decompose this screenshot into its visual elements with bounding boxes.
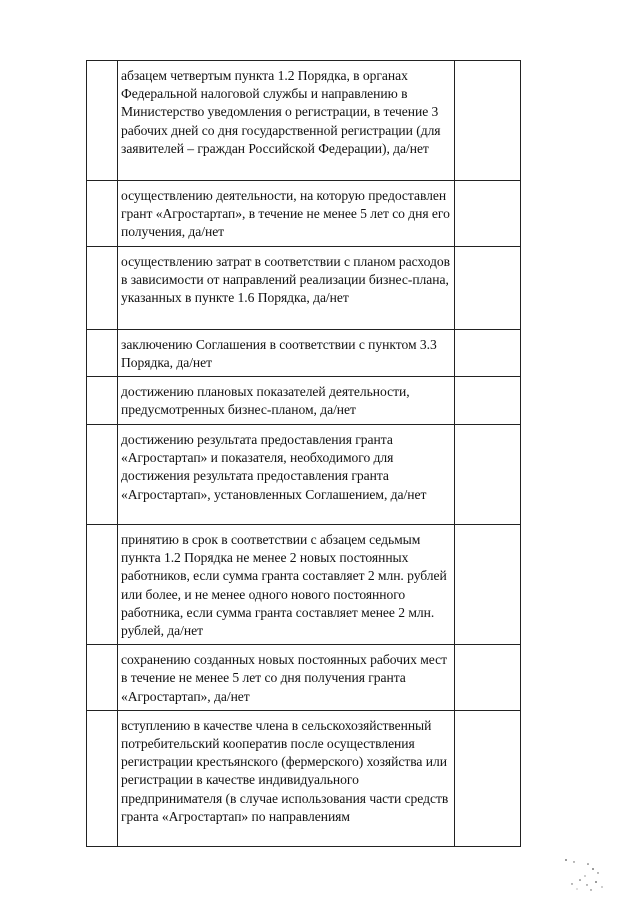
requirement-text-cell [118,246,455,329]
row-number-cell [87,377,118,425]
table-row [87,645,521,711]
answer-cell [455,181,521,247]
requirement-text-cell [118,425,455,525]
requirement-text: сохранению созданных новых постоянных рабочих мест в течение не менее 5 лет со дня получения гранта «Агростартап», да/нет [121,652,447,704]
requirement-text: вступлению в качестве члена в сельскохозяйственный потребительский кооператив после осуществления регистрации крестьянского (фермерского) хозяйства или регистрации в качестве индивидуального предпринимателя (в случае использования части средств гранта «Агростартап» по направлениям [121,717,449,824]
answer-cell [455,377,521,425]
answer-cell [455,645,521,711]
answer-cell [455,425,521,525]
row-number-cell [87,329,118,376]
row-number-cell [87,61,118,181]
row-number-cell [87,525,118,645]
row-number-cell [87,246,118,329]
requirement-text: принятию в срок в соответствии с абзацем седьмым пункта 1.2 Порядка не менее 2 новых постоянных работников, если сумма гранта составляет 2 млн. рублей или более, и не менее одного нового постоянного работника, если сумма гранта составляет менее 2 млн. рублей, да/нет [121,532,447,639]
requirement-text-cell [118,525,455,645]
row-number-cell [87,181,118,247]
table-row [87,61,521,181]
requirement-text-cell [118,61,455,181]
answer-cell [455,61,521,181]
row-number-cell [87,710,118,846]
table-row [87,329,521,376]
requirements-table [86,60,521,847]
row-number-cell [87,425,118,525]
requirement-text-cell [118,181,455,247]
requirement-text-cell [118,645,455,711]
requirement-text-cell [118,377,455,425]
answer-cell [455,710,521,846]
requirement-text: осуществлению затрат в соответствии с планом расходов в зависимости от направлений реализации бизнес-плана, указанных в пункте 1.6 Порядка, да/нет [121,253,450,306]
requirement-text: достижению результата предоставления гранта «Агростартап» и показателя, необходимого для достижения результата предоставления гранта «Агростартап», установленных Соглашением, да/нет [121,432,427,502]
requirement-text: осуществлению деятельности, на которую предоставлен грант «Агростартап», в течение не менее 5 лет со дня его получения, да/нет [121,188,450,240]
requirement-text: заключению Соглашения в соответствии с пунктом 3.3 Порядка, да/нет [121,336,437,370]
table-row [87,246,521,329]
table-row [87,525,521,645]
answer-cell [455,246,521,329]
requirement-text: абзацем четвертым пункта 1.2 Порядка, в органах Федеральной налоговой службы и направлению в Министерство уведомления о регистрации, в течение 3 рабочих дней со дня государственной регистрации (для заявителей – граждан Российской Федерации), да/нет [121,68,441,156]
requirement-text-cell [118,710,455,846]
answer-cell [455,329,521,376]
table-row [87,710,521,846]
table-row [87,377,521,425]
row-number-cell [87,645,118,711]
table-row [87,181,521,247]
requirement-text-cell [118,329,455,376]
table-row [87,425,521,525]
requirement-text: достижению плановых показателей деятельности, предусмотренных бизнес-планом, да/нет [121,384,410,418]
answer-cell [455,525,521,645]
scan-artifact-marks [560,858,610,894]
